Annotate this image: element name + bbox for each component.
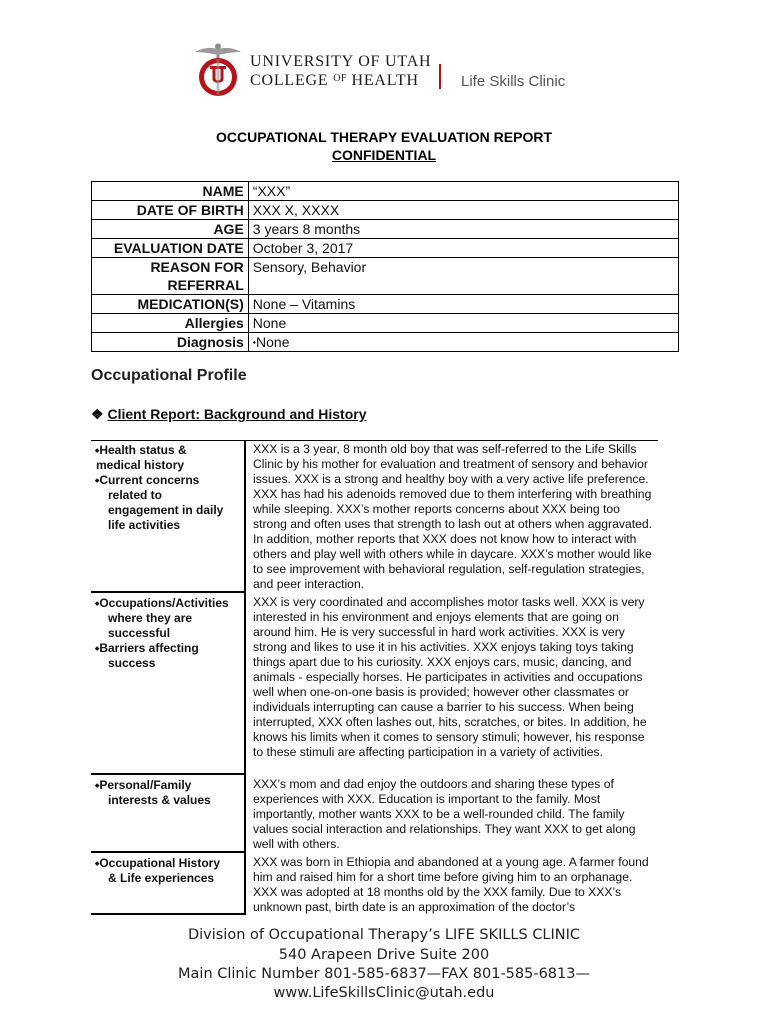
info-label: EVALUATION DATE (92, 239, 249, 258)
info-label: DATE OF BIRTH (92, 201, 249, 220)
row-divider (91, 913, 245, 915)
college-name: COLLEGE $^{OF}$ HEALTH (250, 72, 419, 89)
diamond-bullet-icon: ❖ (91, 406, 104, 422)
footer-website: www.LifeSkillsClinic@utah.edu (273, 985, 495, 1001)
info-value: ⬩None (248, 333, 678, 352)
logo-divider (439, 64, 441, 89)
info-row-allergies (92, 314, 679, 333)
info-value: 3 years 8 months (248, 220, 678, 239)
info-value: Sensory, Behavior (248, 258, 678, 295)
history-row-text: XXX is a 3 year, 8 month old boy that was self-referred to the Life Skills Clinic by his mother for evaluation and treatment of sensory and behavior issues. XXX is a strong and healthy boy with a very active life preference. XXX has had his adenoids removed due to them interfering with breathing while sleeping. XXX’s mother reports concerns about XXX being too strong and often uses that strength to lash out at others when aggravated. In addition, mother reports that XXX does not know how to interact with others and play well with others while in daycare. XXX’s mother would like to see improvement with behavioral regulation, self-regulation strategies, and peer interaction. (253, 442, 653, 591)
history-row-label: ⬩Occupations/Activities where they are successful ⬩Barriers affecting success (95, 596, 229, 670)
info-label: Diagnosis (92, 333, 249, 352)
client-info-table (91, 181, 679, 352)
info-label: AGE (92, 220, 249, 239)
section-heading: Occupational Profile (91, 367, 247, 384)
info-value: “XXX” (248, 182, 678, 201)
history-row-text: XXX’s mom and dad enjoy the outdoors and sharing these types of experiences with XXX. Education is important to the family. Most importantly, mother wants XXX to be a well-rounded child. The family values social interaction and relationships. They want XXX to get along well with others. (253, 777, 636, 851)
column-divider (244, 440, 246, 915)
footer-division: Division of Occupational Therapy’s LIFE SKILLS CLINIC (187, 927, 581, 943)
info-row-medications (92, 295, 679, 314)
history-row-label: ⬩Personal/Family interests & values (95, 778, 211, 807)
history-row-text: XXX was born in Ethiopia and abandoned at a young age. A farmer found him and raised him for a short time before giving him to an orphanage. XXX was adopted at 18 months old by the XXX family. Due to XXX’s unknown past, birth date is an approximation of the doctor’s (253, 855, 649, 914)
info-value: None (248, 314, 678, 333)
report-confidential-label: CONFIDENTIAL (331, 147, 437, 163)
info-label: NAME (92, 182, 249, 201)
info-row-age (92, 220, 679, 239)
info-value: XXX X, XXXX (248, 201, 678, 220)
info-row-name (92, 182, 679, 201)
history-row-label: ⬩Health status & medical history ⬩Current concerns related to engagement in daily life activities (95, 443, 224, 532)
info-value: None – Vitamins (248, 295, 678, 314)
report-title: OCCUPATIONAL THERAPY EVALUATION REPORT (215, 129, 552, 145)
subsection-heading: ❖ Client Report: Background and History (91, 406, 367, 422)
info-row-referral (92, 258, 679, 295)
info-row-evaluation-date (92, 239, 679, 258)
footer-phone: Main Clinic Number 801-585-6837—FAX 801-585-6813— (178, 966, 590, 982)
info-label: Allergies (92, 314, 249, 333)
bullet-icon: ⬩ (252, 337, 257, 347)
info-label: MEDICATION(S) (92, 295, 249, 314)
history-row-text: XXX is very coordinated and accomplishes motor tasks well. XXX is very interested in his environment and enjoys elements that are going on around him. He is very successful in hard work activities. XXX is very strong and likes to use it in his activities. XXX enjoys taking toys taking things apart due to his curiosity. XXX enjoys cars, music, dancing, and animals - especially horses. He participates in activities and occupations well when one-on-one basis is provided; however other classmates or individuals interrupting can cause a barrier to his success. When being interrupted, XXX often lashes out, hits, scratches, or bites. In addition, he knows his limits when it comes to sensory stimuli; however, his response to these stimuli are affecting participation in a variety of activities. (253, 595, 647, 759)
history-row (91, 440, 658, 593)
history-row (91, 775, 658, 853)
info-label: REASON FOR REFERRAL (92, 258, 249, 295)
info-row-diagnosis (92, 333, 679, 352)
info-row-dob (92, 201, 679, 220)
university-logo-icon (192, 43, 244, 99)
background-history-table (91, 440, 658, 915)
history-row (91, 853, 658, 915)
university-name: UNIVERSITY OF UTAH (250, 53, 432, 70)
history-row-label: ⬩Occupational History & Life experiences (95, 856, 221, 885)
history-row (91, 593, 658, 775)
info-value: October 3, 2017 (248, 239, 678, 258)
footer-address: 540 Arapeen Drive Suite 200 (278, 947, 490, 963)
clinic-name: Life Skills Clinic (461, 73, 566, 90)
